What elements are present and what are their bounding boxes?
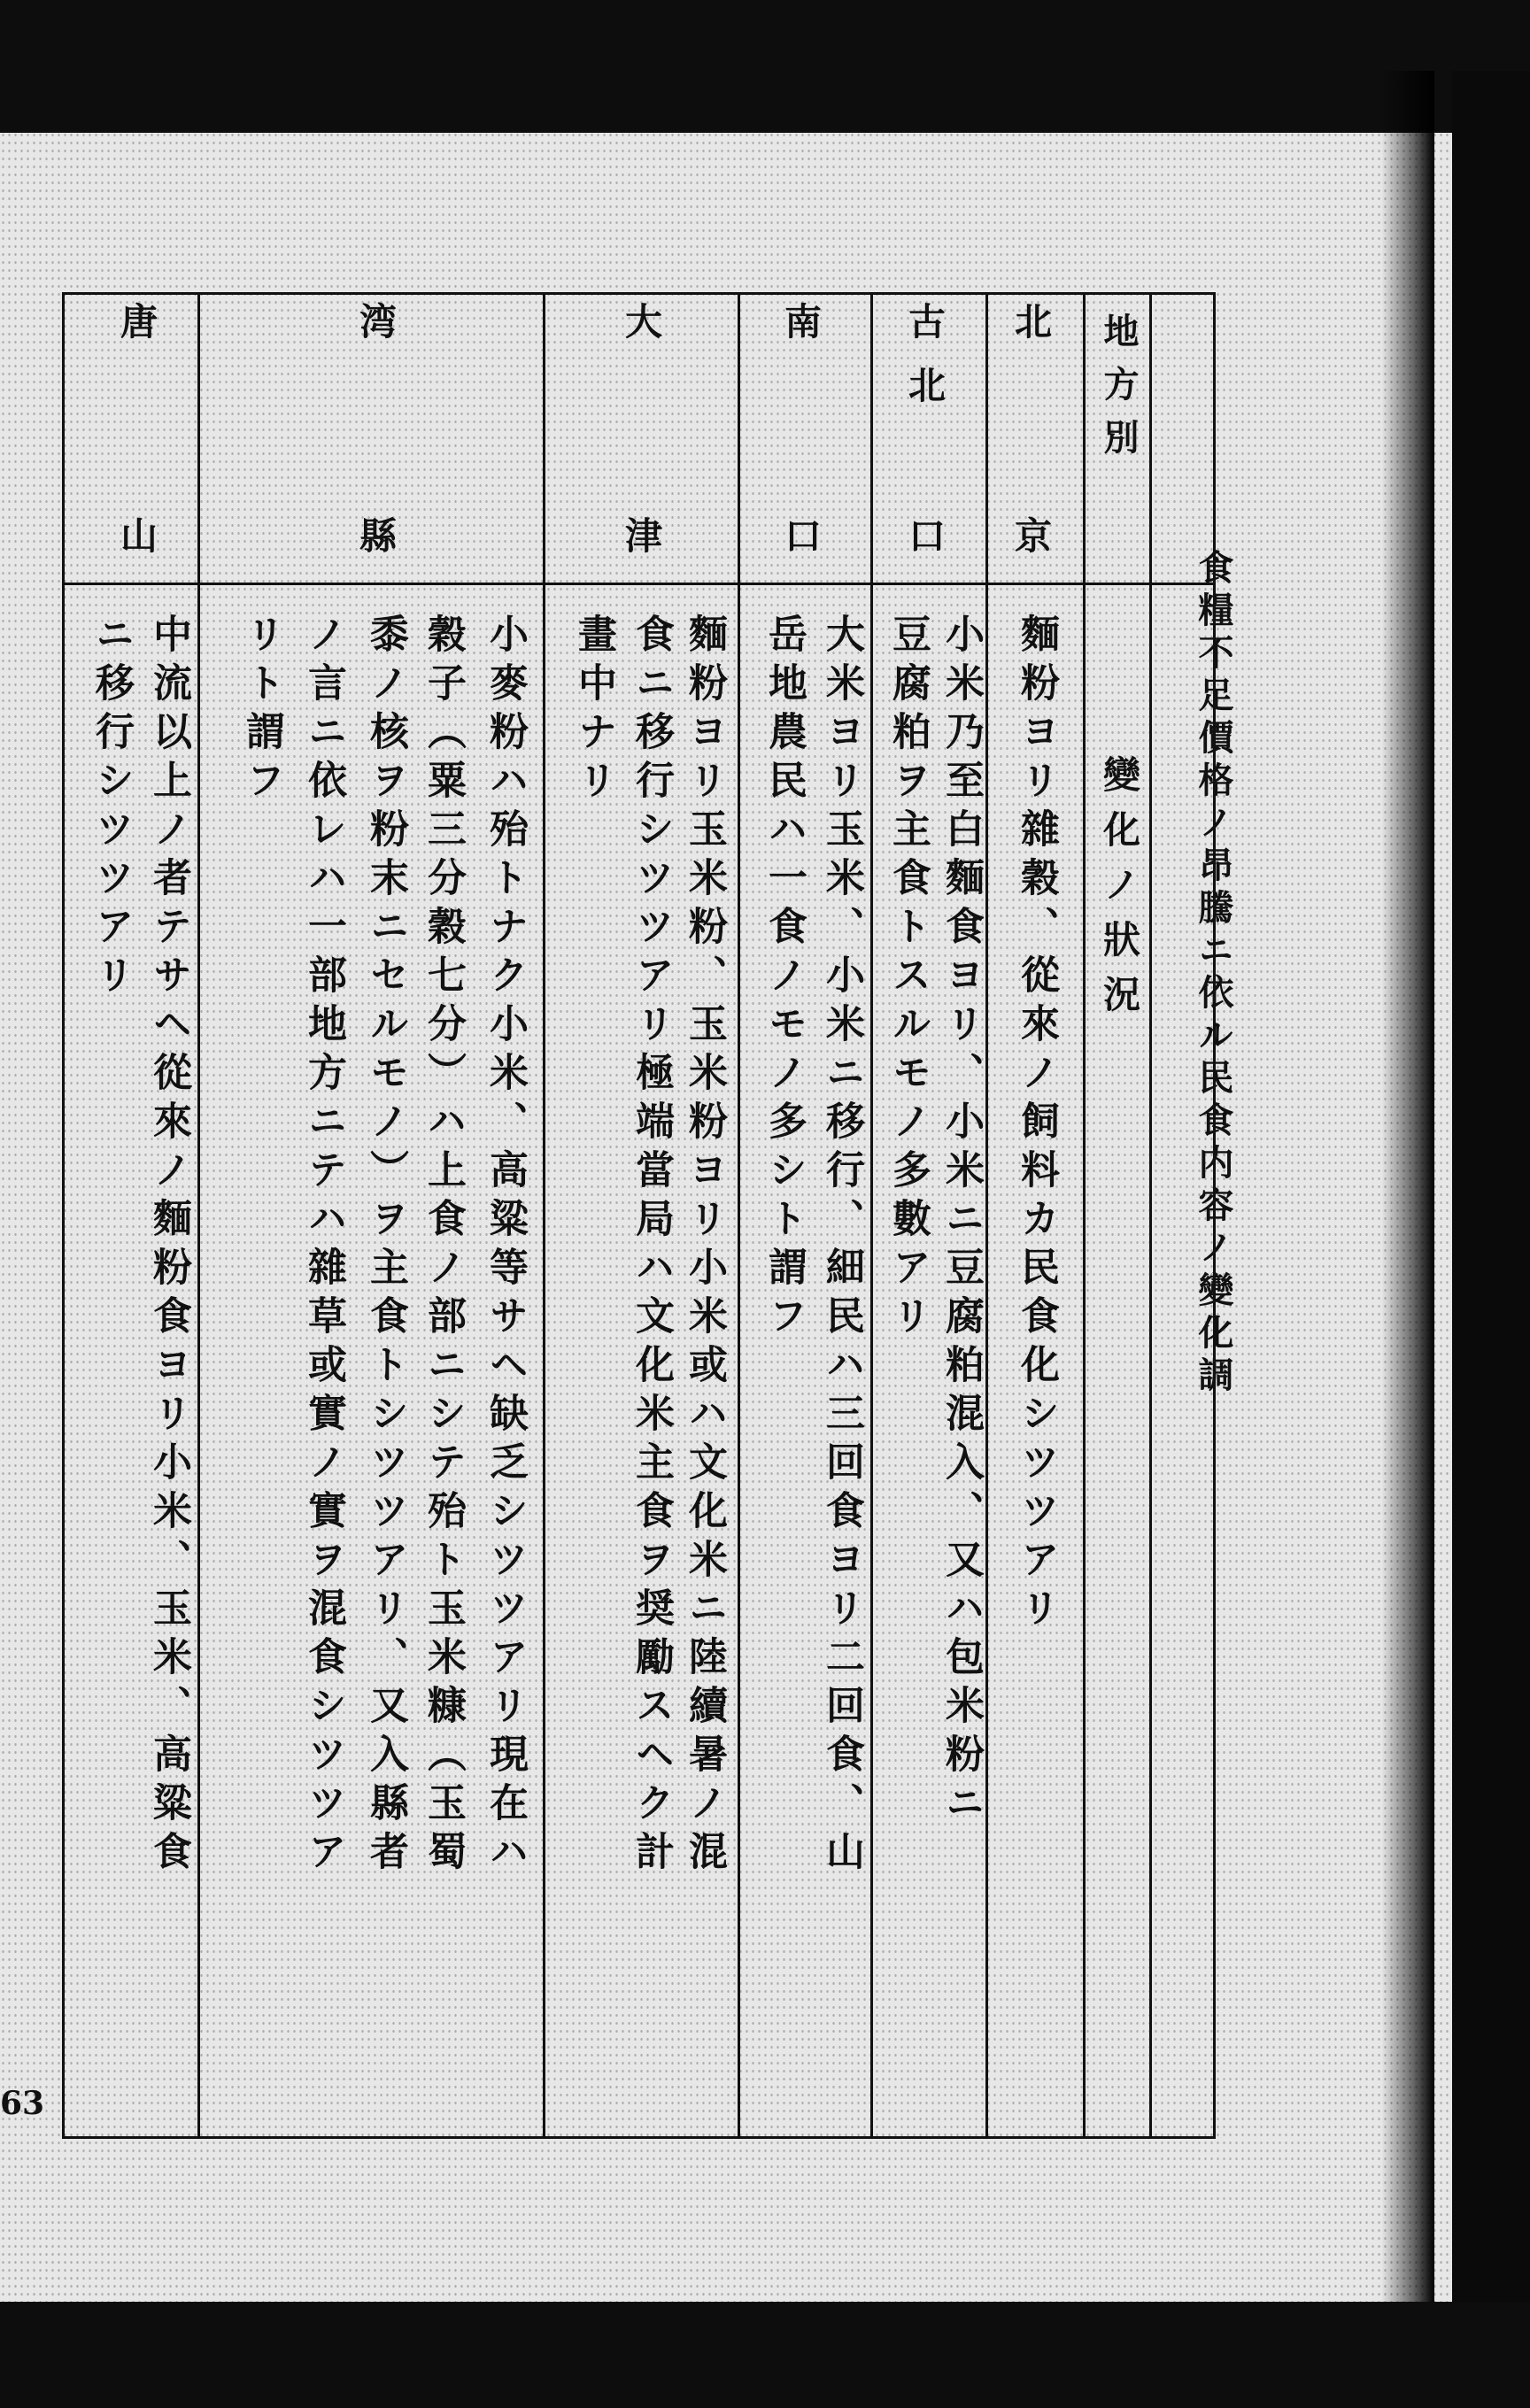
- row-text-line: 黍ノ核ヲ粉末ニセルモノ）ヲ主食トシツツアリ、又入縣者: [363, 614, 408, 1879]
- region-name-top: 湾: [354, 302, 398, 339]
- region-name-bottom: 京: [1009, 516, 1053, 553]
- scan-bottom-border: [0, 2302, 1530, 2408]
- scan-right-border: [1452, 71, 1530, 2408]
- col-divider: [985, 295, 988, 2136]
- col-divider: [870, 295, 873, 2136]
- row-text-line: ニ移行シツツアリ: [89, 614, 134, 1003]
- col-divider: [1149, 295, 1152, 2136]
- row-text-line: ノ言ニ依レハ一部地方ニテハ雜草或實ノ實ヲ混食シツツア: [301, 614, 346, 1879]
- row-text-line: 豆腐粕ヲ主食トスルモノ多數アリ: [885, 614, 931, 1344]
- change-header: 變化ノ狀況: [1098, 755, 1141, 1030]
- col-divider: [197, 295, 200, 2136]
- region-name-bottom: 口: [903, 516, 947, 553]
- document-title: 食糧不足價格ノ昂騰ニ依ル民食内容ノ變化調: [1193, 549, 1234, 1399]
- row-text-line: 小米乃至白麵食ヨリ、小米ニ豆腐粕混入、又ハ包米粉ニ: [939, 614, 984, 1831]
- row-text-line: 麵粉ヨリ玉米粉、玉米粉ヨリ小米或ハ文化米ニ陸續暑ノ混: [682, 614, 727, 1879]
- row-text-line: 岳地農民ハ一食ノモノ多シト謂フ: [761, 614, 807, 1344]
- col-divider: [1083, 295, 1086, 2136]
- row-text-line: 麵粉ヨリ雜穀、從來ノ飼料カ民食化シツツアリ: [1014, 614, 1059, 1636]
- row-text-line: 中流以上ノ者テサヘ從來ノ麵粉食ヨリ小米、玉米、高粱食: [146, 614, 191, 1879]
- region-name-bottom: 縣: [354, 516, 398, 553]
- row-text-line: 小麥粉ハ殆トナク小米、高粱等サヘ缺乏シツツアリ現在ハ: [483, 614, 528, 1879]
- region-name-bottom: 津: [620, 516, 663, 553]
- row-text-line: 食ニ移行シツツアリ極端當局ハ文化米主食ヲ奨勵スヘク計: [629, 614, 674, 1879]
- col-divider: [738, 295, 740, 2136]
- col-divider: [543, 295, 545, 2136]
- page-fold-shadow: [1381, 71, 1434, 2337]
- row-text-line: リト謂フ: [239, 614, 284, 808]
- header-divider: [65, 583, 1216, 585]
- region-name-top: 唐: [115, 302, 158, 339]
- region-name-top: 北: [1009, 302, 1053, 339]
- region-name-top: 大: [620, 302, 663, 339]
- page-number: 63: [0, 2085, 45, 2122]
- col-divider: [1213, 295, 1216, 2136]
- row-text-line: 大米ヨリ玉米、小米ニ移行、細民ハ三回食ヨリ二回食、山: [819, 614, 864, 1879]
- region-header: 地方別: [1098, 313, 1140, 472]
- scan-top-border: [0, 0, 1530, 133]
- region-name-bottom: 山: [115, 516, 158, 553]
- region-name-top: 南: [779, 302, 823, 339]
- row-text-line: 畫中ナリ: [571, 614, 616, 808]
- region-name-bottom: 口: [779, 516, 823, 553]
- row-text-line: 穀子（粟三分穀七分）ハ上食ノ部ニシテ殆ト玉米糠（玉蜀: [421, 614, 466, 1879]
- region-name-top: 古北: [903, 302, 947, 429]
- data-table: [62, 292, 1216, 2139]
